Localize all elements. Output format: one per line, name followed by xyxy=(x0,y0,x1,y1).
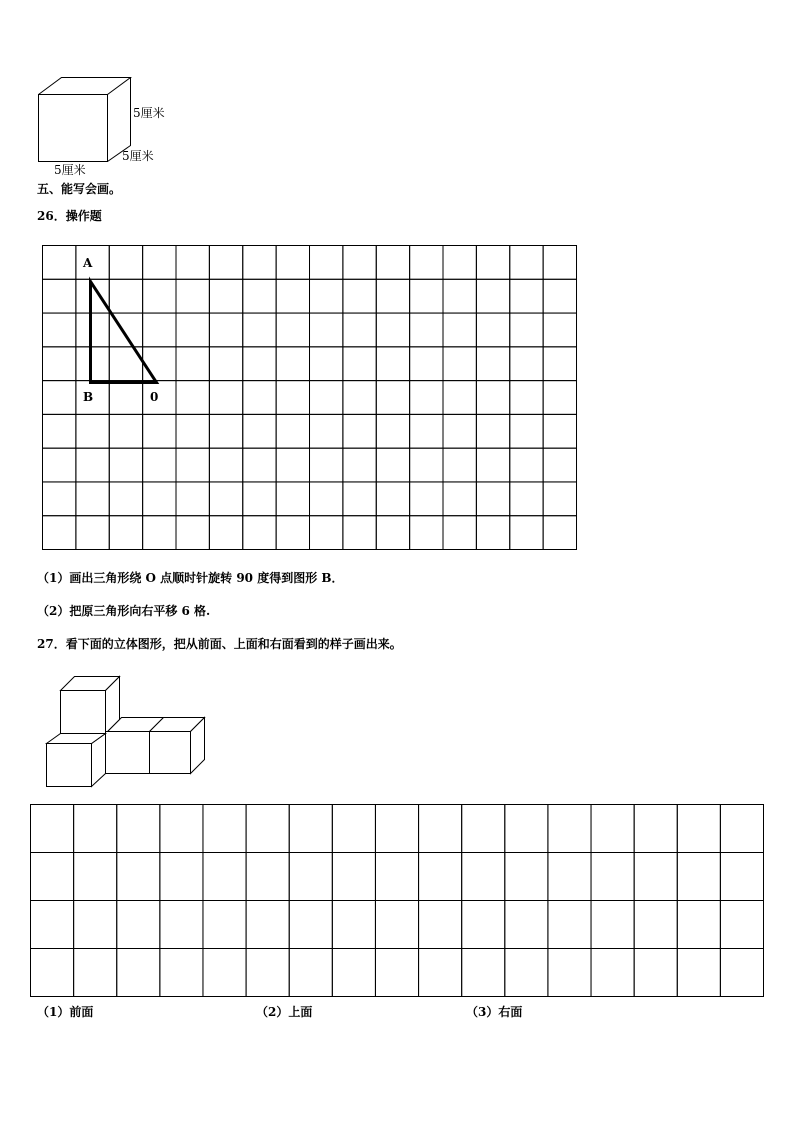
q27-grid-cell xyxy=(548,949,591,997)
q27-grid-cell xyxy=(74,853,117,901)
q27-grid-cell xyxy=(634,853,677,901)
point-o-label: 0 xyxy=(150,390,159,404)
q27-grid-cell xyxy=(505,853,548,901)
q27-grid-cell xyxy=(548,805,591,853)
q26-sub2: （2）把原三角形向右平移 6 格. xyxy=(37,604,211,618)
q27-grid-cell xyxy=(419,853,462,901)
q27-grid-cell xyxy=(332,853,375,901)
q27-grid-cell xyxy=(591,805,634,853)
q27-grid-cell xyxy=(289,805,332,853)
q26-title: 26．操作题 xyxy=(37,209,102,223)
q27-grid-cell xyxy=(332,805,375,853)
q27-grid-cell xyxy=(31,853,74,901)
q27-grid-cell xyxy=(74,949,117,997)
q27-grid-cell xyxy=(677,853,720,901)
q27-grid-cell xyxy=(375,805,418,853)
section-five-heading: 五、能写会画。 xyxy=(37,182,122,196)
q27-grid-cell xyxy=(31,949,74,997)
q27-grid-cell xyxy=(462,853,505,901)
cube-height-label: 5厘米 xyxy=(133,106,165,120)
q27-grid-cell xyxy=(375,901,418,949)
q27-grid-cell xyxy=(375,853,418,901)
q27-grid-cell xyxy=(246,949,289,997)
q27-grid-cell xyxy=(117,853,160,901)
q27-grid-cell xyxy=(720,949,763,997)
q27-grid-cell xyxy=(332,949,375,997)
q27-grid-cell xyxy=(203,901,246,949)
q27-grid-cell xyxy=(31,805,74,853)
q27-grid-cell xyxy=(31,901,74,949)
q27-grid-cell xyxy=(289,949,332,997)
q27-grid-cell xyxy=(505,949,548,997)
q27-grid-cell xyxy=(634,805,677,853)
q27-grid-cell xyxy=(591,853,634,901)
right-view-label: （3）右面 xyxy=(466,1005,523,1019)
q27-grid-cell xyxy=(419,805,462,853)
q27-grid-cell xyxy=(332,901,375,949)
q27-grid-cell xyxy=(203,949,246,997)
q27-grid-cell xyxy=(505,901,548,949)
q27-grid-cell xyxy=(505,805,548,853)
q27-grid-cell xyxy=(634,901,677,949)
q27-grid-cell xyxy=(203,805,246,853)
cube-width-label: 5厘米 xyxy=(54,163,86,177)
q27-grid-cell xyxy=(117,949,160,997)
q27-grid-cell xyxy=(375,949,418,997)
q27-grid-cell xyxy=(591,949,634,997)
top-view-label: （2）上面 xyxy=(256,1005,313,1019)
point-b-label: B xyxy=(83,390,94,404)
q27-title: 27．看下面的立体图形，把从前面、上面和右面看到的样子画出来。 xyxy=(37,637,402,651)
q27-grid-cell xyxy=(160,805,203,853)
q27-grid-cell xyxy=(419,949,462,997)
q27-grid-cell xyxy=(591,901,634,949)
q27-grid-cell xyxy=(462,901,505,949)
q27-grid-cell xyxy=(246,805,289,853)
q27-grid-cell xyxy=(720,901,763,949)
cube-depth-label: 5厘米 xyxy=(122,149,154,163)
q27-grid-cell xyxy=(720,853,763,901)
q27-grid-cell xyxy=(74,805,117,853)
q27-grid-cell xyxy=(634,949,677,997)
q27-grid-cell xyxy=(289,853,332,901)
q27-grid-cell xyxy=(677,949,720,997)
q27-grid-cell xyxy=(677,805,720,853)
front-view-label: （1）前面 xyxy=(37,1005,94,1019)
point-a-label: A xyxy=(83,256,93,270)
q27-grid-cell xyxy=(160,853,203,901)
q27-grid-cell xyxy=(160,949,203,997)
q27-grid-cell xyxy=(548,901,591,949)
q27-grid-cell xyxy=(677,901,720,949)
q27-grid-cell xyxy=(160,901,203,949)
q27-grid-cell xyxy=(720,805,763,853)
q27-grid-cell xyxy=(246,853,289,901)
q27-grid-cell xyxy=(117,805,160,853)
q27-grid-cell xyxy=(548,853,591,901)
q27-grid-cell xyxy=(203,853,246,901)
q27-grid-cell xyxy=(289,901,332,949)
q27-grid-cell xyxy=(246,901,289,949)
q27-grid-cell xyxy=(419,901,462,949)
q27-grid-cell xyxy=(117,901,160,949)
q26-sub1: （1）画出三角形绕 O 点顺时针旋转 90 度得到图形 B． xyxy=(37,571,344,585)
q27-grid-cell xyxy=(462,805,505,853)
q27-grid-cell xyxy=(74,901,117,949)
q27-grid-cell xyxy=(462,949,505,997)
